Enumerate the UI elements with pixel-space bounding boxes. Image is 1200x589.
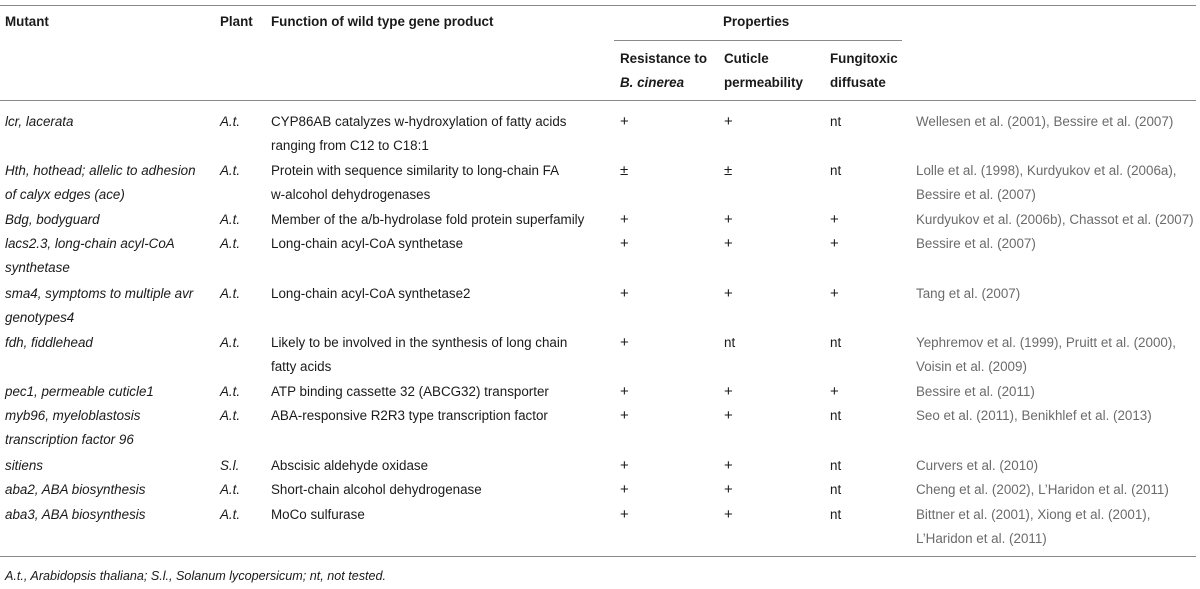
cell-fungitoxic: nt (830, 335, 842, 350)
cell-cuticle: + (724, 113, 733, 130)
cell-reference: Seo et al. (2011), Benikhlef et al. (2013) (916, 408, 1152, 423)
cell-resistance: + (620, 481, 629, 498)
cell-reference: Bittner et al. (2001), Xiong et al. (2001), (916, 507, 1151, 522)
cell-cuticle: + (724, 457, 733, 474)
cell-fungitoxic: + (830, 235, 839, 252)
cell-cuticle: + (724, 383, 733, 400)
cell-function: CYP86AB catalyzes w-hydroxylation of fatty acids (271, 114, 567, 129)
cell-fungitoxic: nt (830, 408, 842, 423)
header-plant: Plant (220, 14, 253, 29)
cell-mutant: synthetase (5, 260, 70, 275)
header-fungitoxic-diffusate: diffusate (830, 75, 886, 90)
cell-cuticle: + (724, 407, 733, 424)
cell-function: Long-chain acyl-CoA synthetase (271, 236, 464, 251)
cell-cuticle: nt (724, 335, 736, 350)
cell-resistance: + (620, 457, 629, 474)
bottom-rule (0, 556, 1196, 557)
properties-rule (614, 40, 902, 41)
cell-fungitoxic: + (830, 285, 839, 302)
header-mutant: Mutant (5, 14, 49, 29)
cell-reference: Kurdyukov et al. (2006b), Chassot et al. (2007) (916, 212, 1194, 227)
cell-mutant: lacs2.3, long-chain acyl-CoA (5, 236, 175, 251)
cell-resistance: + (620, 334, 629, 351)
cell-plant: A.t. (220, 286, 241, 301)
cell-mutant: aba2, ABA biosynthesis (5, 482, 146, 497)
cell-resistance: + (620, 506, 629, 523)
cell-plant: A.t. (220, 507, 241, 522)
cell-function: Long-chain acyl-CoA synthetase2 (271, 286, 471, 301)
cell-reference: Curvers et al. (2010) (916, 458, 1039, 473)
cell-mutant: sitiens (5, 458, 43, 473)
cell-mutant: of calyx edges (ace) (5, 187, 125, 202)
cell-plant: A.t. (220, 384, 241, 399)
header-function: Function of wild type gene product (271, 14, 494, 29)
cell-resistance: + (620, 113, 629, 130)
cell-mutant: sma4, symptoms to multiple avr (5, 286, 194, 301)
cell-reference: Yephremov et al. (1999), Pruitt et al. (2000), (916, 335, 1177, 350)
cell-reference: Lolle et al. (1998), Kurdyukov et al. (2006a), (916, 163, 1177, 178)
cell-function: Member of the a/b-hydrolase fold protein superfamily (271, 212, 585, 227)
cell-resistance: + (620, 285, 629, 302)
cell-resistance: + (620, 407, 629, 424)
header-properties: Properties (723, 14, 790, 29)
header-cuticle: Cuticle (724, 51, 769, 66)
cell-plant: A.t. (220, 114, 241, 129)
cell-plant: A.t. (220, 408, 241, 423)
cell-function: ABA-responsive R2R3 type transcription factor (271, 408, 548, 423)
cell-plant: A.t. (220, 482, 241, 497)
cell-mutant: Hth, hothead; allelic to adhesion (5, 163, 196, 178)
cell-function: Protein with sequence similarity to long-chain FA (271, 163, 560, 178)
header-resistance-pathogen: B. cinerea (620, 75, 685, 90)
cell-mutant: transcription factor 96 (5, 432, 134, 447)
cell-reference: Bessire et al. (2007) (916, 187, 1036, 202)
cell-plant: A.t. (220, 335, 241, 350)
cell-fungitoxic: + (830, 383, 839, 400)
cell-resistance: + (620, 235, 629, 252)
cell-cuticle: + (724, 506, 733, 523)
cell-mutant: genotypes4 (5, 310, 75, 325)
table-footnote: A.t., Arabidopsis thaliana; S.l., Solanum lycopersicum; nt, not tested. (5, 569, 387, 583)
header-resistance: Resistance to (620, 51, 708, 66)
cell-fungitoxic: nt (830, 163, 842, 178)
cell-cuticle: ± (724, 162, 733, 179)
cell-reference: Tang et al. (2007) (916, 286, 1021, 301)
header-cuticle-permeability: permeability (724, 75, 803, 90)
cell-reference: Bessire et al. (2011) (916, 384, 1035, 399)
cell-fungitoxic: nt (830, 507, 842, 522)
cell-function: fatty acids (271, 359, 332, 374)
cell-function: Abscisic aldehyde oxidase (271, 458, 429, 473)
cell-mutant: fdh, fiddlehead (5, 335, 93, 350)
cell-fungitoxic: + (830, 211, 839, 228)
cell-mutant: pec1, permeable cuticle1 (5, 384, 154, 399)
header-rule (0, 100, 1196, 101)
cell-function: MoCo sulfurase (271, 507, 365, 522)
cell-reference: L’Haridon et al. (2011) (916, 531, 1047, 546)
cell-cuticle: + (724, 211, 733, 228)
cell-mutant: aba3, ABA biosynthesis (5, 507, 146, 522)
cell-resistance: ± (620, 162, 629, 179)
cell-cuticle: + (724, 285, 733, 302)
cell-resistance: + (620, 383, 629, 400)
cell-function: Short-chain alcohol dehydrogenase (271, 482, 482, 497)
cell-resistance: + (620, 211, 629, 228)
cell-plant: A.t. (220, 163, 241, 178)
cell-mutant: Bdg, bodyguard (5, 212, 100, 227)
cell-plant: A.t. (220, 236, 241, 251)
cell-reference: Bessire et al. (2007) (916, 236, 1036, 251)
cell-plant: S.l. (220, 458, 240, 473)
cell-function: Likely to be involved in the synthesis of long chain (271, 335, 568, 350)
cell-fungitoxic: nt (830, 482, 842, 497)
cell-fungitoxic: nt (830, 458, 842, 473)
cell-reference: Wellesen et al. (2001), Bessire et al. (2007) (916, 114, 1174, 129)
cell-mutant: myb96, myeloblastosis (5, 408, 141, 423)
top-rule (0, 5, 1196, 6)
cell-reference: Cheng et al. (2002), L’Haridon et al. (2011) (916, 482, 1169, 497)
cell-plant: A.t. (220, 212, 241, 227)
cell-cuticle: + (724, 235, 733, 252)
cell-cuticle: + (724, 481, 733, 498)
cell-function: ATP binding cassette 32 (ABCG32) transporter (271, 384, 549, 399)
header-fungitoxic: Fungitoxic (830, 51, 898, 66)
cell-function: w-alcohol dehydrogenases (271, 187, 431, 202)
cell-function: ranging from C12 to C18:1 (271, 138, 429, 153)
cell-mutant: lcr, lacerata (5, 114, 74, 129)
cell-fungitoxic: nt (830, 114, 842, 129)
cell-reference: Voisin et al. (2009) (916, 359, 1027, 374)
